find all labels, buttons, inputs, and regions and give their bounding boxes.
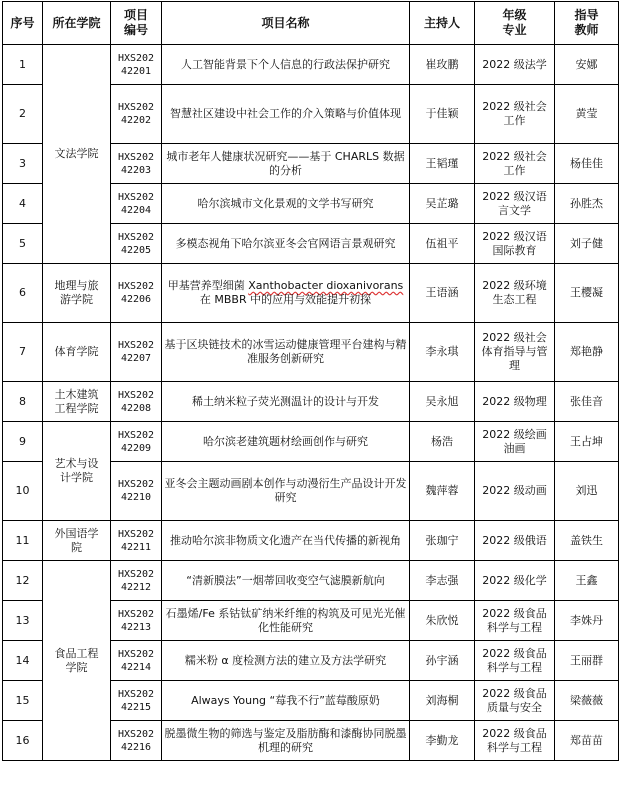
cell-code: HXS202 42216 <box>111 721 162 761</box>
species-name: Xanthobacter dioxanivorans <box>248 279 404 292</box>
cell-no: 16 <box>3 721 43 761</box>
cell-advisor: 李姝丹 <box>555 601 619 641</box>
cell-grade: 2022 级汉语国际教育 <box>475 224 555 264</box>
cell-grade: 2022 级社会体育指导与管理 <box>475 323 555 382</box>
cell-title: 脱墨微生物的筛选与鉴定及脂肪酶和漆酶协同脱墨机理的研究 <box>162 721 410 761</box>
cell-title: 多模态视角下哈尔滨亚冬会官网语言景观研究 <box>162 224 410 264</box>
cell-advisor: 郑艳静 <box>555 323 619 382</box>
cell-grade: 2022 级物理 <box>475 382 555 422</box>
cell-grade: 2022 级化学 <box>475 561 555 601</box>
cell-grade: 2022 级食品科学与工程 <box>475 601 555 641</box>
cell-grade: 2022 级动画 <box>475 462 555 521</box>
cell-host: 李永琪 <box>410 323 475 382</box>
cell-code: HXS202 42211 <box>111 521 162 561</box>
cell-code: HXS202 42215 <box>111 681 162 721</box>
cell-college: 食品工程 学院 <box>43 561 111 761</box>
cell-code: HXS202 42209 <box>111 422 162 462</box>
cell-advisor: 安娜 <box>555 45 619 85</box>
cell-college: 外国语学 院 <box>43 521 111 561</box>
header-row <box>3 2 619 45</box>
cell-title: 推动哈尔滨非物质文化遗产在当代传播的新视角 <box>162 521 410 561</box>
cell-host: 张珈宁 <box>410 521 475 561</box>
cell-grade: 2022 级食品科学与工程 <box>475 641 555 681</box>
cell-advisor: 孙胜杰 <box>555 184 619 224</box>
table-row <box>3 323 619 382</box>
cell-advisor: 刘迅 <box>555 462 619 521</box>
cell-host: 伍祖平 <box>410 224 475 264</box>
cell-no: 12 <box>3 561 43 601</box>
cell-host: 崔玫鹏 <box>410 45 475 85</box>
cell-title: 糯米粉 α 度检测方法的建立及方法学研究 <box>162 641 410 681</box>
cell-title: 哈尔滨城市文化景观的文学书写研究 <box>162 184 410 224</box>
cell-college: 艺术与设 计学院 <box>43 422 111 521</box>
cell-title: 甲基营养型细菌 Xanthobacter dioxanivorans 在 MBBR 中的应用与效能提升初探 <box>162 264 410 323</box>
table-row <box>3 382 619 422</box>
cell-code: HXS202 42206 <box>111 264 162 323</box>
cell-college: 文法学院 <box>43 45 111 264</box>
cell-no: 1 <box>3 45 43 85</box>
cell-title: 基于区块链技术的冰雪运动健康管理平台建构与精准服务创新研究 <box>162 323 410 382</box>
cell-title: 人工智能背景下个人信息的行政法保护研究 <box>162 45 410 85</box>
cell-no: 13 <box>3 601 43 641</box>
cell-advisor: 盖铁生 <box>555 521 619 561</box>
cell-title: 智慧社区建设中社会工作的介入策略与价值体现 <box>162 85 410 144</box>
cell-college: 地理与旅 游学院 <box>43 264 111 323</box>
cell-advisor: 黄莹 <box>555 85 619 144</box>
cell-title: 亚冬会主题动画剧本创作与动漫衍生产品设计开发研究 <box>162 462 410 521</box>
cell-no: 7 <box>3 323 43 382</box>
cell-grade: 2022 级俄语 <box>475 521 555 561</box>
cell-host: 吴永旭 <box>410 382 475 422</box>
cell-no: 14 <box>3 641 43 681</box>
table-row <box>3 561 619 601</box>
cell-grade: 2022 级食品质量与安全 <box>475 681 555 721</box>
cell-advisor: 王鑫 <box>555 561 619 601</box>
header-advisor: 指导 教师 <box>555 2 619 45</box>
cell-code: HXS202 42207 <box>111 323 162 382</box>
cell-title: Always Young “莓我不行”蓝莓酸原奶 <box>162 681 410 721</box>
cell-no: 2 <box>3 85 43 144</box>
table-row <box>3 422 619 462</box>
cell-advisor: 张佳音 <box>555 382 619 422</box>
cell-grade: 2022 级绘画油画 <box>475 422 555 462</box>
cell-host: 魏萍蓉 <box>410 462 475 521</box>
cell-no: 3 <box>3 144 43 184</box>
table-row <box>3 45 619 85</box>
cell-code: HXS202 42203 <box>111 144 162 184</box>
cell-code: HXS202 42205 <box>111 224 162 264</box>
cell-grade: 2022 级社会工作 <box>475 144 555 184</box>
header-code: 项目 编号 <box>111 2 162 45</box>
cell-host: 吴芷璐 <box>410 184 475 224</box>
cell-code: HXS202 42208 <box>111 382 162 422</box>
cell-code: HXS202 42210 <box>111 462 162 521</box>
cell-title: 稀土纳米粒子荧光测温计的设计与开发 <box>162 382 410 422</box>
cell-code: HXS202 42204 <box>111 184 162 224</box>
cell-code: HXS202 42212 <box>111 561 162 601</box>
cell-host: 李志强 <box>410 561 475 601</box>
cell-college: 体育学院 <box>43 323 111 382</box>
cell-college: 土木建筑 工程学院 <box>43 382 111 422</box>
cell-grade: 2022 级社会工作 <box>475 85 555 144</box>
table-row <box>3 264 619 323</box>
cell-no: 5 <box>3 224 43 264</box>
cell-title: 城市老年人健康状况研究——基于 CHARLS 数据的分析 <box>162 144 410 184</box>
cell-title: “清新膜法”一烟蒂回收变空气滤膜新航向 <box>162 561 410 601</box>
cell-host: 孙宇涵 <box>410 641 475 681</box>
header-college: 所在学院 <box>43 2 111 45</box>
cell-advisor: 王占坤 <box>555 422 619 462</box>
cell-host: 杨浩 <box>410 422 475 462</box>
cell-advisor: 郑苗苗 <box>555 721 619 761</box>
table-row <box>3 521 619 561</box>
cell-grade: 2022 级法学 <box>475 45 555 85</box>
cell-host: 刘海桐 <box>410 681 475 721</box>
cell-no: 4 <box>3 184 43 224</box>
cell-host: 王韬瑾 <box>410 144 475 184</box>
cell-grade: 2022 级汉语言文学 <box>475 184 555 224</box>
cell-grade: 2022 级环境生态工程 <box>475 264 555 323</box>
header-host: 主持人 <box>410 2 475 45</box>
cell-host: 王语涵 <box>410 264 475 323</box>
header-seq: 序号 <box>3 2 43 45</box>
cell-host: 朱欣悦 <box>410 601 475 641</box>
cell-host: 于佳颖 <box>410 85 475 144</box>
cell-advisor: 杨佳佳 <box>555 144 619 184</box>
cell-no: 15 <box>3 681 43 721</box>
cell-advisor: 王丽群 <box>555 641 619 681</box>
cell-title: 石墨烯/Fe 系钴钛矿纳米纤维的构筑及可见光光催化性能研究 <box>162 601 410 641</box>
cell-title: 哈尔滨老建筑题材绘画创作与研究 <box>162 422 410 462</box>
cell-no: 9 <box>3 422 43 462</box>
cell-code: HXS202 42202 <box>111 85 162 144</box>
cell-no: 8 <box>3 382 43 422</box>
cell-no: 10 <box>3 462 43 521</box>
cell-code: HXS202 42214 <box>111 641 162 681</box>
header-grade: 年级 专业 <box>475 2 555 45</box>
cell-code: HXS202 42213 <box>111 601 162 641</box>
cell-no: 6 <box>3 264 43 323</box>
cell-grade: 2022 级食品科学与工程 <box>475 721 555 761</box>
cell-host: 李勤龙 <box>410 721 475 761</box>
cell-no: 11 <box>3 521 43 561</box>
project-table <box>2 1 619 761</box>
cell-advisor: 梁薇薇 <box>555 681 619 721</box>
header-title: 项目名称 <box>162 2 410 45</box>
cell-advisor: 王樱凝 <box>555 264 619 323</box>
cell-code: HXS202 42201 <box>111 45 162 85</box>
cell-advisor: 刘子健 <box>555 224 619 264</box>
